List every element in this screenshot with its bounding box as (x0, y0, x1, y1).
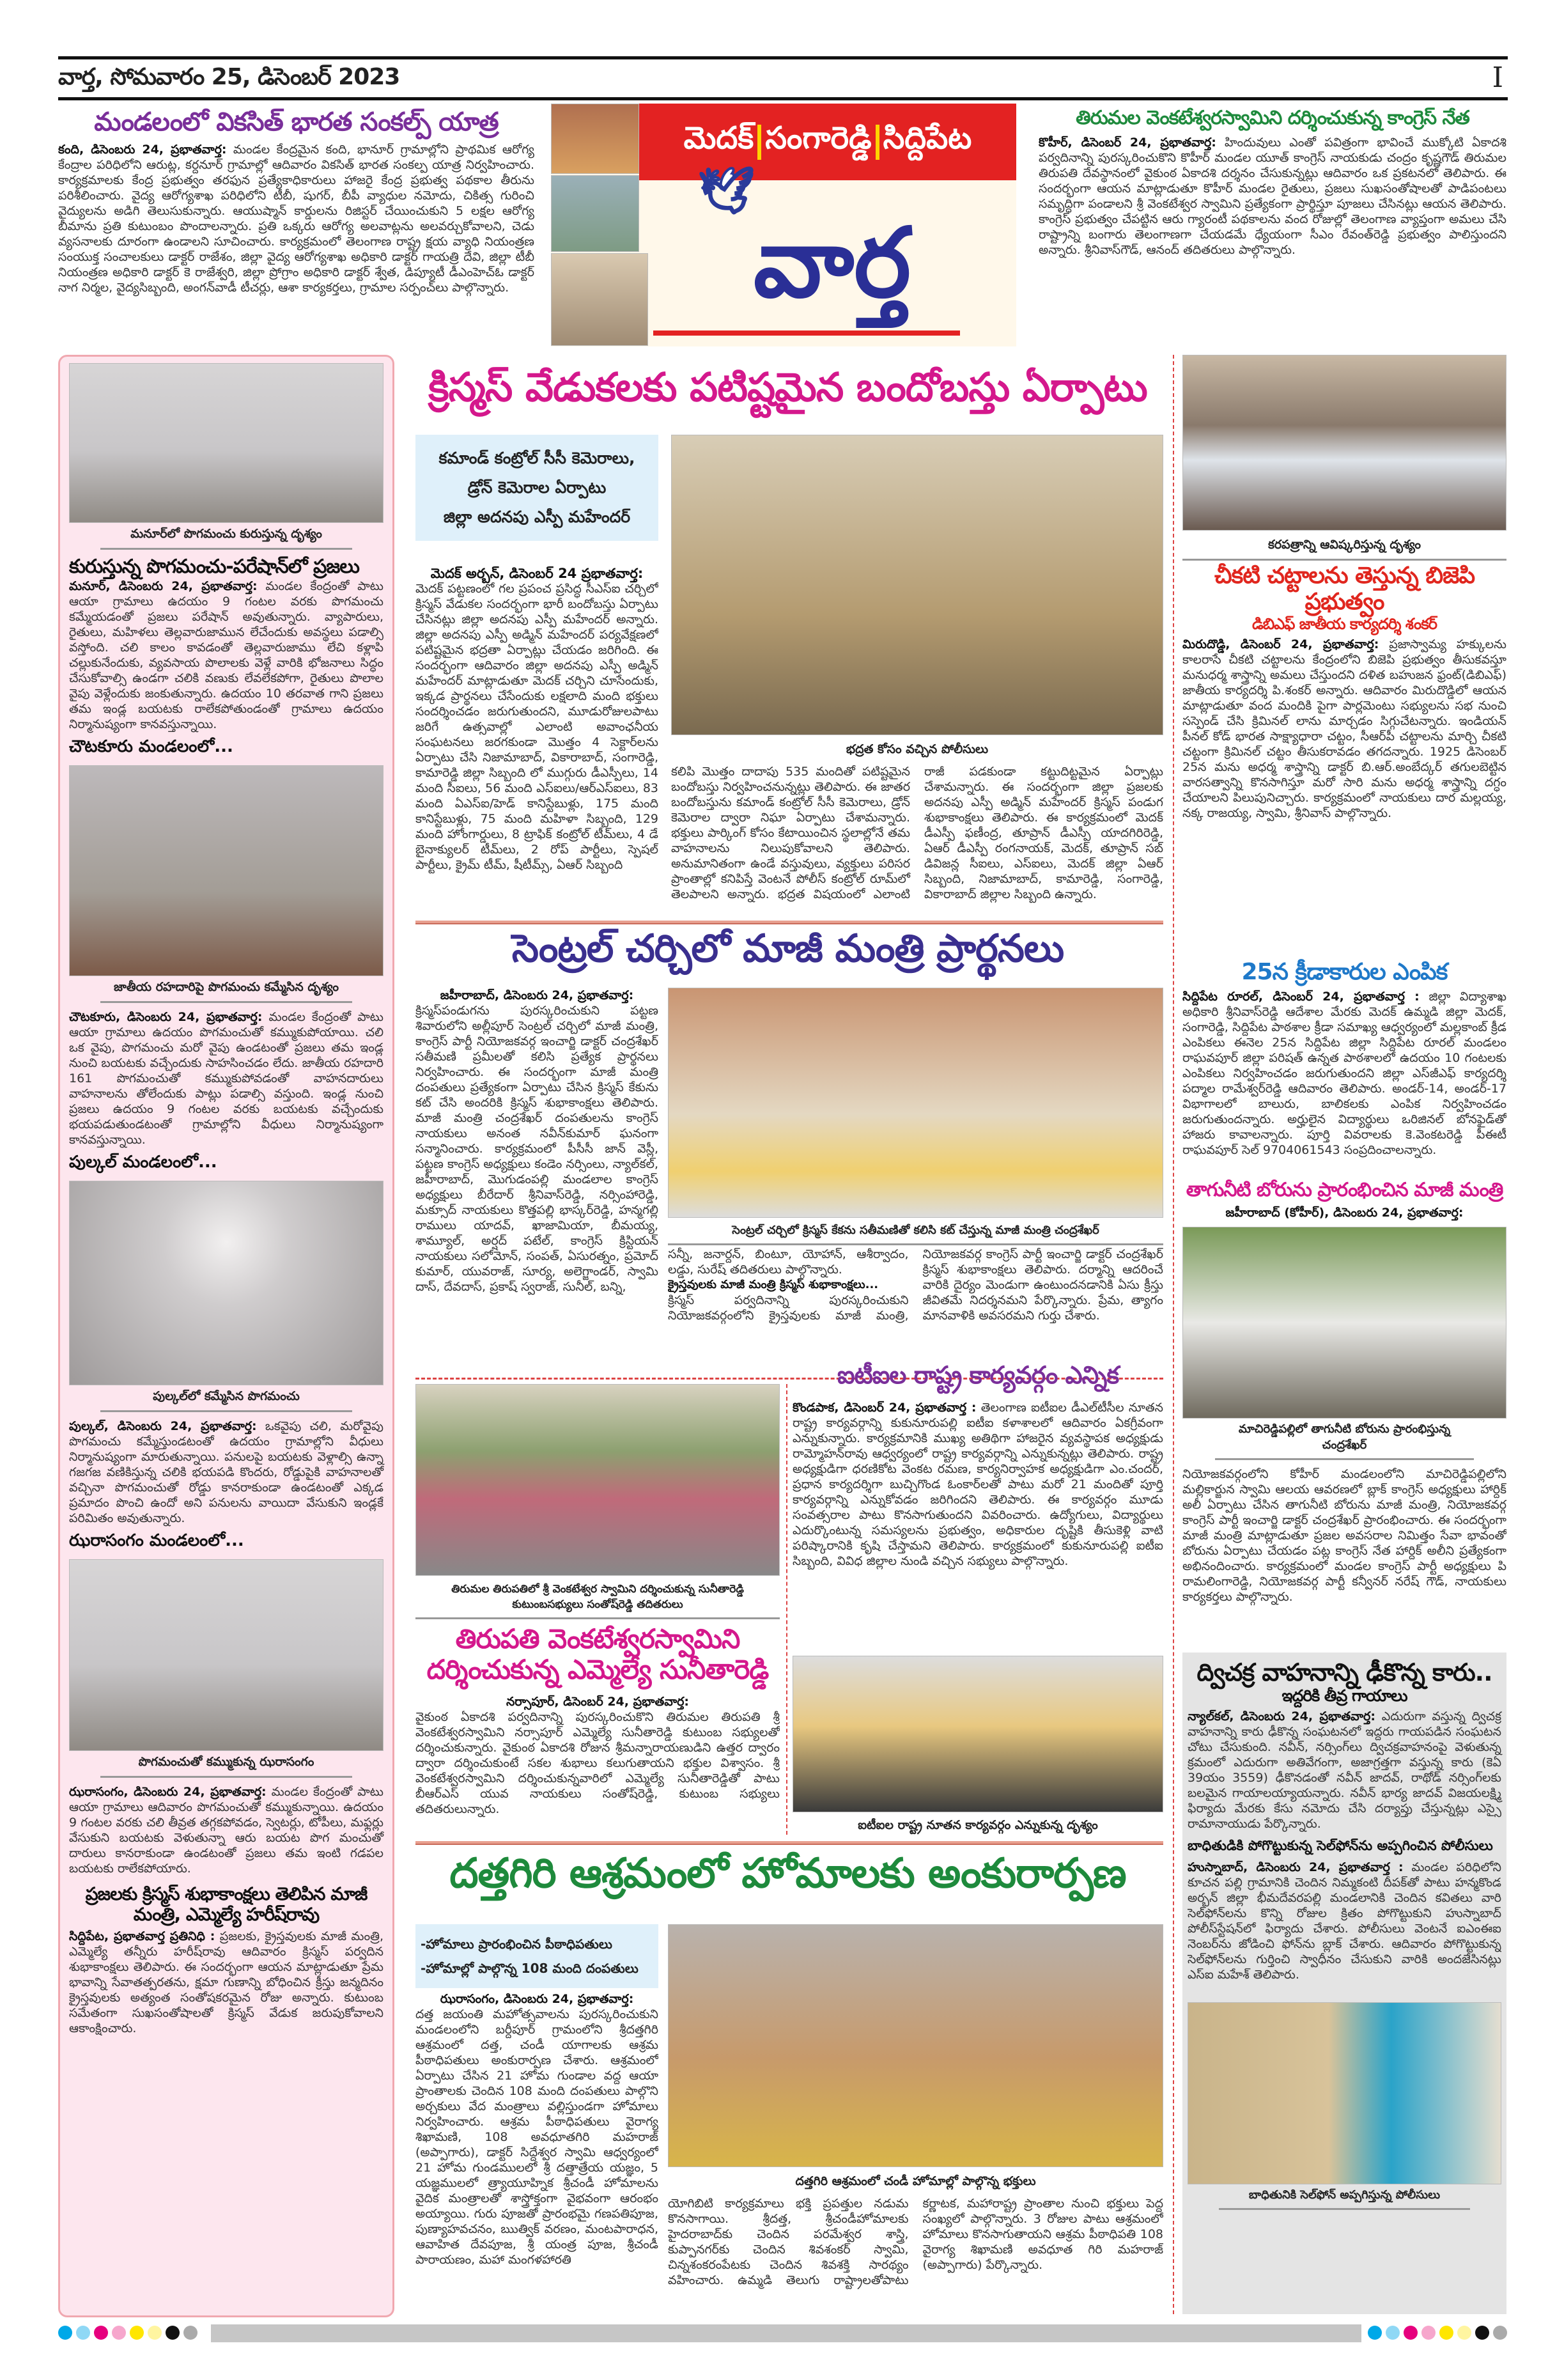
dateline: కొహీర్, డిసెంబర్ 24, ప్రభాతవార్త: (1039, 135, 1216, 150)
photo-caption: పొగమంచుతో కమ్ముకున్న ఝరాసంగం (100, 1751, 352, 1778)
homam-body-col2: యోగిబిటి కార్యక్రమాలు భక్తి ప్రపత్తుల నడుమ కొనసాగాయి. శ్రీదత్త, శ్రీచండీహోమాలకు హైదరాబాద్‌కు చెందిన పరమేశ్వర శాస్త్రి, కుప్పానగర్‌కు చెందిన శివశంకర్ స్వామి, చిన్నశంకరంపేటకు చెందిన శివశక్తి సారథ్యం వహించారు. ఉమ్మడి తెలుగు రాష్ట్రాలతోపాటు కర్ణాటక, మహారాష్ట్ర ప్రాంతాల నుంచి భక్తులు పెద్ద సంఖ్యలో పాల్గొన్నారు. 3 రోజుల పాటు ఆశ్రమంలో హోమాలు కొనసాగుతాయని ఆశ్రమ పీఠాధిపతి 108 వైరాగ్య శిఖామణి అవధూత గిరి మహరాజ్ (అప్పాగారు) పేర్కొన్నారు. (668, 2197, 1163, 2287)
police-photo (671, 435, 1163, 735)
fountain-photo (551, 175, 639, 252)
article-body (69, 1929, 383, 2036)
photo-caption: భద్రత కోసం వచ్చిన పోలీసులు (846, 742, 989, 756)
magenta-dot (94, 2326, 108, 2340)
dateline: కంది, డిసెంబరు 24, ప్రభాతవార్త: (58, 143, 227, 157)
subheading: పుల్కల్ మండలంలో... (69, 1152, 217, 1172)
security-body-col1 (415, 566, 658, 917)
light-yellow-dot (1457, 2326, 1471, 2340)
fog-feature-column (58, 355, 394, 2317)
body-text: క్రిస్మస్ పర్వదినాన్ని పురస్కరించుకుని నియోజకవర్గంలోని క్రైస్తవులకు మాజీ మంత్రి, నియోజకవర్గ కాంగ్రెస్ పార్టీ ఇంచార్జి డాక్టర్ చంద్రశేఖర్ క్రిస్మస్ శుభాకాంక్షలు తెలిపారు. దర్మాన్ని ఆదరించే వారికి దైర్యం మెండుగా ఉంటుందనడానికి ఏసు క్రీస్తు జీవితమే నిదర్శనమని పేర్కొన్నారు. ప్రేమ, త్యాగం మానవాళికి అవసరమని గుర్తు చేశారు. (668, 1247, 1163, 1323)
temple-photo (551, 104, 639, 174)
light-yellow-dot (148, 2326, 162, 2340)
dateline: మిరుదొడ్డి, డిసెంబర్ 24, ప్రభాతవార్త: (1182, 637, 1379, 652)
headline: ద్విచక్ర వాహనాన్ని ఢీకొన్న కారు.. (1196, 1658, 1492, 1686)
iti-photo (793, 1656, 1163, 1812)
dateline: జహీరాబాద్, డిసెంబరు 24, ప్రభాతవార్త: (440, 988, 634, 1002)
header-bottom-rule (58, 97, 1508, 100)
photo-caption: సెంట్రల్ చర్చిలో క్రిస్మస్ కేకను సతీమణితో కలిసి కట్ చేస్తున్న మాజీ మంత్రి చంద్రశేఖర్ (668, 1220, 1163, 1245)
header-top-rule (58, 56, 1508, 59)
church-photo (668, 988, 1163, 1218)
article-body (58, 142, 534, 295)
security-body-col2: కలిపి మొత్తం దాదాపు 535 మందితో పటిష్టమైన బందోబస్తు నిర్వహించనున్నట్లు తెలిపారు. ఈ జాతర బందోబస్తును కమాండ్ కంట్రోల్ సీసీ కెమెరాలు, డ్రోన్ కెమెరాల ద్వారా నిఘా ఏర్పాటు చేశామన్నారు. భక్తులు పార్కింగ్ కోసం కేటాయించిన స్థలాల్లోనే తమ వాహనాలను నిలుపుకోవాలని తెలిపారు. అనుమానితంగా ఉండే వస్తువులు, వ్యక్తులు పరిసర ప్రాంతాల్లో కనిపిస్తే వెంటనే పోలీస్ కంట్రోల్ రూమ్‌లో తెలపాలని అన్నారు. భద్రత విషయంలో ఎలాంటి రాజీ పడకుండా కట్టుదిట్టమైన ఏర్పాట్లు చేశామన్నారు. ఈ సందర్భంగా జిల్లా ప్రజలకు అదనపు ఎస్పీ అడ్మిన్ మహేందర్ క్రిస్మస్ పండుగ శుభాకాంక్షలు తెలిపారు. ఈ కార్యక్రమంలో మెదక్ డీఎస్పీ ఫణీంద్ర, తూప్రాన్ డీఎస్పీ యాదగిరిరెడ్డి, ఏఆర్ డీఎస్పీ రంగనాయక్, మెదక్, తూప్రాన్ సబ్ డివిజన్ల సీఐలు, ఎస్ఐలు, మెదక్ జిల్లా ఏఆర్ సిబ్బంది, నిజామాబాద్, కామారెడ్డి, సంగారెడ్డి, వికారాబాద్ జిల్లాల సిబ్బంది ఉన్నారు. (671, 765, 1163, 901)
yellow-dot (1439, 2326, 1453, 2340)
body-text: మెదక్ పట్టణంలో గల ప్రపంచ ప్రసిద్ధ సీఎస్ఐ చర్చిలో క్రిస్మస్ వేడుకల సందర్భంగా భారీ బందోబస్తు ఏర్పాటు చేసినట్లు జిల్లా అదనపు ఎస్పీ మహేందర్ అన్నారు. జిల్లా అదనపు ఎస్పీ అడ్మిన్ మహేందర్ పర్యవేక్షణలో పటిష్టమైన భద్రతా ఏర్పాట్లు చేయడం జరిగింది. ఈ సందర్భంగా ఆదివారం జిల్లా అదనపు ఎస్పీ అడ్మిన్ మహేందర్ మాట్లాడుతూ మెదక్ చర్చిని చూసేందుకు, ఇక్కడ ప్రార్థనలు చేసేందుకు లక్షలాది మంది భక్తులు సందర్శించడం జరుగుతుందని, మూడురోజులపాటు జరిగే ఉత్సవాల్లో ఎలాంటి అవాంఛనీయ సంఘటనలు జరగకుండా మొత్తం 4 సెక్టార్‌లను ఏర్పాటు చేసి నిజామాబాద్, వికారాబాద్, సంగారెడ్డి, కామారెడ్డి జిల్లా సిబ్బంది లో ముగ్గురు డీఎస్పీలు, 14 మంది సీఐలు, 56 మంది ఎస్ఐలు/ఆర్ఎస్ఐలు, 83 మంది ఏఎస్ఐ/హెడ్ కానిస్టేబుళ్లు, 175 మంది కానిస్టేబుళ్లు, 75 మంది మహిళా సిబ్బంది, 129 మంది హోంగార్డులు, 8 ట్రాఫిక్ కంట్రోల్ టీమ్‌లు, 4 డే బైనాక్యులర్ టీమ్‌లు, 2 రోప్ పార్టీలు, స్పెషల్ పార్టీలు, క్రైమ్ టీమ్, షీటీమ్స్, ఏఆర్ సిబ్బంది (415, 582, 658, 872)
subheading: చౌటకూరు మండలంలో... (69, 736, 233, 756)
article-sports (1182, 959, 1506, 1176)
article-body (1188, 1709, 1501, 1832)
homam-body-col1 (415, 1991, 658, 2314)
phone-handover-photo (1188, 2002, 1501, 2184)
page-header (58, 64, 399, 96)
church-body-col1 (415, 988, 658, 1371)
divider (757, 125, 761, 160)
body-text: సన్నీ, జనార్దన్, బింటూ, యోహాన్, ఆశీర్వాదం, లడ్డు, సురేష్ తదితరులు పాల్గొన్నారు. (668, 1247, 909, 1277)
page-number: I (1492, 61, 1503, 94)
divider (876, 125, 879, 160)
district-band (639, 104, 1016, 180)
photo-caption: ఐటీఐల రాష్ట్ర నూతన కార్యవర్గం ఎన్నుకున్న దృశ్యం (858, 1818, 1098, 1832)
body-text: తెలంగాణ ఐటీఐల డీఎల్‌టీసీల నూతన రాష్ట్ర కార్యవర్గాన్ని కుకునూరుపల్లి ఐటీఐ కళాశాలలో ఆదివారం ఏకగ్రీవంగా ఎన్నుకున్నారు. కార్యక్రమానికి ముఖ్య అతిథిగా హాజరైన వ్యవస్థాపక అధ్యక్షుడు రామ్మోహన్‌రావు ఆధ్వర్యంలో రాష్ట్ర కార్యవర్గాన్ని ఎన్నుకున్నట్లు తెలిపారు. రాష్ట్ర అధ్యక్షుడిగా ధరణికోట వెంకట రమణ, కార్యనిర్వాహక అధ్యక్షుడిగా ఎం.చందర్, ప్రధాన కార్యదర్శిగా బుచ్చిగొండ ఓంకార్‌లతో పాటు మరో 21 మందితో పూర్తి కార్యవర్గాన్ని ఎన్నుకోవడం జరిగిందని తెలిపారు. ఈ కార్యవర్గం మూడు సంవత్సరాల పాటు కొనసాగుతుందని వివరించారు. ఉద్యోగులు, విద్యార్థులు ఎదుర్కొంటున్న సమస్యలను ప్రభుత్వం, అధికారుల దృష్టికి తీసుకెళ్లి వాటి పరిష్కారానికి కృషి చేస్తామని తెలిపారు. కార్యక్రమంలో కుకునూరుపల్లి ఐటీఐ సిబ్బంది, వివిధ జిల్లాల నుండి వచ్చిన సభ్యులు పాల్గొన్నారు. (793, 1401, 1163, 1568)
dateline: జహీరాబాద్ (కోహీర్), డిసెంబరు 24, ప్రభాతవార్త: (1225, 1205, 1464, 1220)
dateline: పుల్కల్, డిసెంబరు 24, ప్రభాతవార్త: (69, 1419, 257, 1433)
gray-registration-bar (211, 2324, 1361, 2342)
headline-security: క్రిస్మస్ వేడుకలకు పటిష్టమైన బందోబస్తు ఏర్పాటు (428, 364, 1147, 410)
dateline: ఝరాసంగం, డిసెంబరు 24, ప్రభాతవార్త: (440, 1992, 634, 2006)
article-sankalp-yatra (58, 107, 534, 295)
subheading: క్రైస్తవులకు మాజీ మంత్రి క్రిస్మస్ శుభాకాంక్షలు... (668, 1278, 879, 1291)
subheadline: ఇద్దరికి తీవ్ర గాయాలు (1281, 1686, 1407, 1705)
vaartha-logo: వార్త (753, 208, 911, 319)
cyan-dot (58, 2326, 72, 2340)
iti-body (793, 1400, 1163, 1649)
photo-caption: మాచిరెడ్డిపల్లిలో తాగునీటి బోరును ప్రారంభిస్తున్న చంద్రశేఖర్ (1215, 1419, 1475, 1460)
column-divider (786, 1384, 787, 1835)
article-body (69, 579, 383, 732)
district-masthead (551, 104, 1016, 346)
dove-icon: 🕊 (698, 164, 755, 217)
dateline: నర్సాపూర్, డిసెంబర్ 24, ప్రభాతవార్త: (506, 1695, 690, 1709)
photo-caption: బాధితునికి సెల్‌ఫోన్ అప్పగిస్తున్న పోలీసులు (1219, 2184, 1470, 2210)
borewell-photo (1182, 1227, 1506, 1419)
headline: బాధితుడికి పోగొట్టుకున్న సెల్‌ఫోన్‌ను అప్పగించిన పోలీసులు (1188, 1838, 1493, 1854)
body-text: ప్రజాస్వామ్య హక్కులను కాలరాసే చీకటి చట్టాలను కేంద్రంలోని బిజెపి ప్రభుత్వం తీసుకవస్తూ మనుధర్మ శాస్త్రాన్ని అమలు చేస్తుందని దళిత బహుజన ఫ్రంట్(డిబిఎఫ్) జాతీయ కార్యదర్శి పి.శంకర్ అన్నారు. ఆదివారం మిరుదొడ్డిలో ఆయన మాట్లాడుతూ వంద మందికి పైగా పార్లమెంటు సభ్యులను సభ నుంచి సస్పెండ్ చేసి క్రిమినల్ లాను మార్చడం సిగ్గుచేటన్నారు. ఇండియన్ పీనల్ కోడ్ భారత సాక్ష్యాధారా చట్టం, సీఆర్‌పీ చట్టాలను మార్చి చీకటి చట్టంగా క్రిమినల్ చట్టం తీసుకరావడం తగదన్నారు. 1925 డిసెంబర్ 25న మను అధర్మ శాస్త్రాన్ని డాక్టర్ బి.ఆర్.అంబేద్కర్ తగులబెట్టిన వారసత్వాన్ని కొనసాగిస్తూ మరో సారి మను అధర్మ శాస్త్రాన్ని దగ్ధం చేయాలని పిలుపునిచ్చారు. కార్యక్రమంలో నాయకులు దార మల్లయ్య, నక్క రాజయ్య, స్వామి, శ్రీనివాస్ పాల్గొన్నారు. (1182, 637, 1506, 821)
yellow-dot (130, 2326, 144, 2340)
article-borewell (1182, 1179, 1506, 1652)
body-text: మండల పరిధిలోని కూచన పల్లి గ్రామానికి చెందిన నిమ్మకంటి దీపక్‌తో పాటు హన్మకొండ అర్బన్ జిల్లా భీమదేవరపల్లి మండలానికి చెందిన కవితలు వారి సెల్‌ఫోన్‌లను కొన్ని రోజుల క్రితం పోగొట్టుకుని హుస్నాబాద్ పోలీస్‌స్టేషన్‌లో ఫిర్యాదు చేశారు. పోలీసులు వెంటనే ఐఎంఈఐ నెంబర్‌ను జోడించి ఫోన్‌ను బ్లాక్ చేశారు. ఆదివారం పోగొట్టుకున్న సెల్‌ఫోన్‌లను గుర్తించి స్వాధీనం చేసుకుని వారికి అందజేసినట్లు ఎస్ఐ మహేశ్ తెలిపారు. (1188, 1860, 1501, 1982)
pamphlet-photo (1182, 355, 1506, 531)
tirupati-body (415, 1694, 780, 1832)
issue-date: సోమవారం 25, డిసెంబర్ 2023 (110, 64, 400, 90)
body-text: మండల కేంద్రంతో పాటు ఆయా గ్రామాలు ఆదివారం పొగమంచుతో కమ్ముకున్నాయి. ఉదయం 9 గంటల వరకు చలి తీవ్రత తగ్గకపోవడం, స్వెటర్లు, టోపీలు, మఫ్లర్లు వేసుకుని బయటకు వెళుతున్నా ఆరు బయట పొగ మంచుతో దారులు కానరాకుండా ఉండటంతో ప్రజలు తమ ఇంటి గడపల బయటకు రాలేకపోయారు. (69, 1784, 383, 1876)
section-divider (415, 921, 1163, 924)
tirupati-photo (415, 1384, 780, 1576)
district-siddipet: సిద్దిపేట (883, 120, 972, 156)
photo-caption: కరపత్రాన్ని ఆవిష్కరిస్తున్న దృశ్యం (1182, 534, 1506, 561)
headline: మండలంలో వికసిత్ భారత సంకల్ప్ యాత్ర (94, 107, 499, 137)
highlight-line: కమాండ్ కంట్రోల్ సీసీ కెమెరాలు, (438, 449, 635, 467)
black-dot (166, 2326, 180, 2340)
gray-news-box (1182, 1653, 1506, 2314)
light-cyan-dot (76, 2326, 90, 2340)
article-body (1182, 637, 1506, 821)
black-dot (1475, 2326, 1489, 2340)
dateline: ఝరాసంగం, డిసెంబరు 24, ప్రభాతవార్త: (69, 1784, 267, 1799)
dateline: హుస్నాబాద్, డిసెంబరు 24, ప్రభాతవార్త : (1188, 1860, 1404, 1875)
article-body (69, 1419, 383, 1526)
section-divider (415, 1841, 1163, 1845)
homam-highlight-box (415, 1924, 658, 1988)
article-dbf (1182, 563, 1506, 821)
fog-photo-jharasangam (69, 1559, 383, 1751)
headline: చీకటి చట్టాలను తెస్తున్న బిజెపి ప్రభుత్వం (1214, 563, 1475, 616)
body-text: జిల్లా విద్యాశాఖ అధికారి శ్రీనివాస్‌రెడ్డి ఆదేశాల మేరకు మెదక్ ఉమ్మడి జిల్లా మెదక్, సంగారెడ్డి, సిద్దిపేట పాఠశాల క్రీడా సమాఖ్య ఆధ్వర్యంలో మల్లకాంబ్ క్రీడ ఎంపికలు ఈనెల 25న సిద్దిపేట జిల్లా సిద్దిపేట రూరల్ మండలం రాఘవపూర్ జిల్లా పరిషత్ ఉన్నత పాఠశాలలో ఉదయం 10 గంటలకు ఎంపికలు నిర్వహించడం జరుగుతుందని జిల్లా ఎస్‌జీఎఫ్ కార్యదర్శి పద్మాల రామేశ్వర్‌రెడ్డి ఆదివారం తెలిపారు. అండర్-14, అండర్-17 విభాగాలలో బాలురు, బాలికలకు ఎంపిక నిర్వహించడం జరుగుతుందన్నారు. అర్హులైన విద్యార్థులు ఒరిజినల్ బోనఫైడ్‌తో హాజరు కావాలన్నారు. పూర్తి వివరాలకు కె.వెంకటరెడ్డి పీఈటీ రాఘవపూర్ సెల్ 9704061543 సంప్రదించాలన్నారు. (1182, 990, 1506, 1158)
highlight-line: డ్రోన్ కెమెరాల ఏర్పాటు (467, 478, 607, 497)
body-text: వైకుంఠ ఏకాదశి పర్వదినాన్ని పురస్కరించుకొని తిరుమల తిరుపతి శ్రీ వెంకటేశ్వరస్వామిని నర్సాపూర్ ఎమ్మెల్యే సునీతారెడ్డి కుటుంబ సభ్యులతో దర్శించుకున్నారు. వైకుంఠ ఏకాదశి రోజున శ్రీమన్నారాయణుడిని ఉత్తర ద్వారం ద్వారా దర్శించుకుంటే సకల శుభాలు కలుగుతాయని భక్తుల విశ్వాసం. శ్రీ వెంకటేశ్వరస్వామిని దర్శించుకున్నవారిలో ఎమ్మెల్యే సునీతారెడ్డితో పాటు బీఆర్‌ఎస్ యువ నాయకులు సంతోష్‌రెడ్డి, కుటుంబ సభ్యులు తదితరులున్నారు. (415, 1710, 780, 1816)
cathedral-photo (551, 253, 648, 346)
dateline: న్యాల్‌కల్, డిసెంబరు 24, ప్రభాతవార్త: (1188, 1709, 1375, 1724)
body-text: మండల కేంద్రంతో పాటు ఆయా గ్రామాలు ఉదయం 9 గంటల వరకు పొగమంచు కమ్మేయడంతో ప్రజలు పరేషాన్ అవుతున్నారు. వ్యాపారులు, రైతులు, మహిళలు తెల్లవారుజామున లేచేందుకు అవస్థలు పడాల్సి వస్తోంది. చలి కాలం కావడంతో తెల్లవారుజాము లేచి కళ్లాపి చల్లుకునేందుకు, వ్యవసాయ పొలాలకు వెళ్లే వారికి భోజనాలు సిద్ధం చేసుకోవాల్సి ఉండగా చలికి వణుకు లేవలేకపోగా, రైతులు పొలాల వైపు వెళ్లేందుకు జంకుతున్నారు. ఉదయం 10 తరవాత గాని ప్రజలు తమ ఇండ్ల బయటకు రాలేకపోతుండంతో గ్రామాలు ఉదయం నిర్మానుష్యంగా కానవస్తున్నాయి. (69, 579, 383, 731)
logo-underline (653, 331, 960, 336)
subheadline: డిబిఎఫ్ జాతీయ కార్యదర్శి శంకర్ (1252, 614, 1437, 633)
paper-name: వార్త, (58, 64, 103, 90)
body-text: క్రిస్మస్‌పండుగను పురస్కరించుకుని పట్టణ శివారులోని అల్లీపూర్ సెంట్రల్ చర్చిలో మాజీ మంత్రి, కాంగ్రెస్ పార్టీ నియోజకవర్గ ఇంచార్జి డాక్టర్ చంద్రశేఖర్ సతీమణి ప్రమీలతో కలిసి ప్రత్యేక ప్రార్థనలు నిర్వహించారు. ఈ సందర్భంగా మాజీ మంత్రి దంపతులు ప్రత్యేకంగా ఏర్పాటు చేసిన క్రిస్మస్ కేకును కట్ చేసి అందరికి క్రిస్మస్ శుభాకాంక్షలు తెలిపారు. మాజీ మంత్రి చంద్రశేఖర్ దంపతులను కాంగ్రెస్ నాయకులు అనంత నవీన్‌కుమార్ ఘనంగా సన్మానించారు. కార్యక్రమంలో పీసీసీ జాన్ వెస్లీ, పట్టణ కాంగ్రెస్ అధ్యక్షులు కండెం నర్సింలు, న్యాల్‌కల్, జహీరాబాద్, మొగుడంపల్లి మండలాల కాంగ్రెస్ అధ్యక్షులు బీరేదార్ శ్రీనివాస్‌రెడ్డి, నర్సింహారెడ్డి, మక్సూద్ నాయకులు కొత్తపల్లి భాస్కర్‌రెడ్డి, హన్మగల్లి రాములు యాదవ్, ఖాజామియా, బీమయ్య, శామ్యూల్, అర్షద్ పటేల్, కాంగ్రెస్ క్రిస్టియన్ నాయకులు సలోమోన్, సంపత్, ఏసురత్నం, ప్రమోద్ కుమార్, యువరాజ్, సూర్య, అలెగ్జాండర్, స్వామి దాస్, దేవదాస్, ప్రకాష్ స్వరాజ్, సునీల్, బన్ని, (415, 1004, 658, 1294)
article-body (1039, 135, 1506, 258)
dateline: సిద్దిపేట రూరల్, డిసెంబర్ 24, ప్రభాతవార్త : (1182, 990, 1420, 1004)
photo-caption: తిరుమల తిరుపతిలో శ్రీ వెంకటేశ్వర స్వామిని దర్శించుకున్న సునీతారెడ్డి కుటుంబసభ్యులు సంతోష్‌రెడ్డి తదితరులు (415, 1579, 780, 1619)
article-body (1182, 989, 1506, 1158)
magenta-dot (1404, 2326, 1418, 2340)
headline-homam: దత్తగిరి ఆశ్రమంలో హోమాలకు అంకురార్పణ (449, 1850, 1126, 1897)
photo-caption: జాతీయ రహదారిపై పొగమంచు కమ్మేసిన దృశ్యం (100, 976, 352, 1003)
body-text: ఒకవైపు చలి, మరోవైపు పొగమంచు కమ్మేస్తుండటంతో ఉదయం గ్రామాల్లోని వీధులు నిర్మానుష్యంగా మారుతున్నాయి. పనులపై బయటకు వెళ్లాల్సి ఉన్నా గజగజ వణికిస్తున్న చలికి భయపడి కొందరు, రోడ్డుపైకి వాహనాలతో వచ్చినా పొగమంచుతో రోడ్డు కానరాకుండా ఉండటంతో ఎక్కడ ప్రమాదం పొంచి ఉందో అని పనులను వాయిదా వేసుకుని ఇండ్లకే పరిమితం అవుతున్నారు. (69, 1419, 383, 1525)
article-tirumala-congress (1039, 107, 1506, 258)
color-registration-dots-left (58, 2326, 197, 2340)
body-text: ఎదురుగా వస్తున్న ద్విచక్ర వాహనాన్ని కారు ఢీకొన్న సంఘటనలో ఇద్దరు గాయపడిన సంఘటన చోటు చేసుకుంది. నవీన్, నర్సింగ్‌లు ద్విచక్రవాహనంపై వెళుతున్న క్రమంలో ఎదురుగా అతివేగంగా, అజాగ్రత్తగా వస్తున్న కారు (కెఏ 39యం 3559) ఢీకొనడంతో నవీన్ జాదవ్, రాథోడ్ నర్సింగ్‌లకు బలమైన గాయాలయ్యాయన్నారు. నవీన్ భార్య జాదవ్ విజయలక్ష్మి ఫిర్యాదు మేరకు కేసు నమోదు చేసి దర్యాప్తు చేస్తున్నట్లు ఎస్సై రామానాయుడు పేర్కొన్నారు. (1188, 1709, 1501, 1832)
security-highlight-box (415, 435, 658, 541)
highlight-line: -హోమాలు ప్రారంభించిన పీఠాధిపతులు (421, 1936, 612, 1952)
dateline: సిద్దిపేట, ప్రభాతవార్త ప్రతినిధి : (69, 1929, 215, 1943)
headline-iti: ఐటీఐల రాష్ట్ర కార్యవర్గం ఎన్నిక (837, 1361, 1119, 1389)
column-divider (1173, 355, 1174, 2314)
fog-photo-manoor (69, 363, 383, 523)
headline: కురుస్తున్న పొగమంచు-పరేషాన్‌లో ప్రజలు (69, 556, 359, 578)
gray-dot (1493, 2326, 1507, 2340)
district-sangareddy: సంగారెడ్డి (765, 120, 872, 156)
color-registration-dots-right (1368, 2326, 1507, 2340)
light-magenta-dot (1421, 2326, 1436, 2340)
body-text: మండల కేంద్రంతో పాటు ఆయా గ్రామాలు ఉదయం పొగమంచుతో కమ్ముకుపోయాయి. చలి ఒక వైపు, పొగమంచు మరో వైపు ఉండటంతో ప్రజలు తమ ఇండ్ల నుంచి బయటకు వచ్చేందుకు సాహసించడం లేదు. జాతీయ రహదారి 161 పొగమంచుతో కమ్ముకుపోవడంతో వాహనదారులు వాహనాలను తోలేందుకు పాట్లు పడాల్సి వస్తుంది. ఇండ్ల నుంచి ప్రజలు ఉదయం 9 గంటల వరకు బయటకు వచ్చేందుకు భయపడుతుండటంతో గ్రామాల్లోని వీధులు నిర్మానుష్యంగా కానవస్తున్నాయి. (69, 1009, 383, 1147)
cyan-dot (1368, 2326, 1382, 2340)
article-body (1188, 1860, 1501, 1997)
fog-photo-pulkal (69, 1181, 383, 1385)
highlight-line: -హోమాల్లో పాల్గొన్న 108 మంది దంపతులు (421, 1961, 639, 1976)
headline: 25న క్రీడాకారుల ఎంపిక (1241, 959, 1448, 985)
photo-caption: దత్తగిరి ఆశ్రమంలో చండీ హోమాల్లో పాల్గొన్న భక్తులు (795, 2174, 1036, 2188)
dateline: మెదక్ అర్బన్, డిసెంబర్ 24 ప్రభాతవార్త: (430, 566, 644, 581)
body-text: మండల కేంద్రమైన కంది, భానూర్ గ్రామాల్లోని ప్రాథమిక ఆరోగ్య కేంద్రాల పరిధిలోని ఆరుట్ల, కర్దనూర్ గ్రామాల్లో ఆదివారం వికసిత్ భారత సంకల్ప యాత్ర నిర్వహించారు. కార్యక్రమాలకు కేంద్ర ప్రభుత్వం తరఫున ప్రత్యేకాధికారులు హాజరై కేంద్ర ప్రభుత్వ పథకాల తీరును పరిశీలించారు. వైద్య ఆరోగ్యశాఖ పరిధిలోని టీబీ, షుగర్, బీపీ వ్యాధుల నమోదు, చికిత్స గురించి వైద్యులను అడిగి తెలుసుకున్నారు. ఆయుష్మాన్ కార్డులను రిజిస్టర్ చేయించుకుని 5 లక్షల ఆరోగ్య బీమాను ప్రతి కుటుంబం పొందాలన్నారు. ప్రతి ఒక్కరు ఆరోగ్య అలవాట్లను అలవర్చుకోవాలని, చెడు వ్యసనాలకు దూరంగా ఉండాలని సూచించారు. కార్యక్రమంలో తెలంగాణ రాష్ట్ర క్షయ వ్యాధి నియంత్రణ సంయుక్త సంచాలకులు డాక్టర్ రాజేశం, జిల్లా వైద్య ఆరోగ్యశాఖ అధికారి డాక్టర్ గాయత్రి దేవి, జిల్లా టీబీ నియంత్రణ అధికారి డాక్టర్ కె రాజేశ్వరి, జిల్లా ప్రోగ్రాం అధికారి డాక్టర్ శ్వేత, డిప్యూటీ డీఎంహెచ్ఓ డాక్టర్ నాగ నిర్మల, వైద్యసిబ్బంది, అంగన్‌వాడీ టీచర్లు, ఆశా కార్యకర్తలు, గ్రామాల సర్పంచ్‌లు పాల్గొన్నారు. (58, 143, 534, 295)
fog-photo-highway (69, 765, 383, 976)
light-magenta-dot (112, 2326, 126, 2340)
light-cyan-dot (1386, 2326, 1400, 2340)
headline-church: సెంట్రల్ చర్చిలో మాజీ మంత్రి ప్రార్థనలు (511, 926, 1064, 971)
homam-photo (668, 1924, 1163, 2167)
article-body (69, 1784, 383, 1876)
headline: తిరుమల వెంకటేశ్వరస్వామిని దర్శించుకున్న కాంగ్రెస్ నేత (1076, 107, 1469, 129)
photo-caption: మనూర్‌లో పొగమంచు కురుస్తున్న దృశ్యం (100, 523, 352, 550)
article-body (69, 1009, 383, 1147)
photo-caption: పుల్కల్‌లో కమ్మేసిన పొగమంచు (100, 1385, 352, 1412)
headline: ప్రజలకు క్రిస్మస్ శుభాకాంక్షలు తెలిపిన మాజీ మంత్రి, ఎమ్మెల్యే హరీష్‌రావు (85, 1883, 368, 1925)
dateline: చౌటకూరు, డిసెంబరు 24, ప్రభాతవార్త: (69, 1009, 263, 1024)
dateline: మనూర్, డిసెంబరు 24, ప్రభాతవార్త: (69, 579, 258, 593)
body-text: నియోజకవర్గంలోని కోహీర్ మండలంలోని మాచిరెడ్డిపల్లిలోని మల్లికార్జున స్వామి ఆలయ ఆవరణలో బ్లాక్ కాంగ్రెస్ అధ్యక్షులు హార్దిక్ అలీ ఏర్పాటు చేసిన తాగునీటి బోరును మాజీ మంత్రి, నియోజకవర్గ కాంగ్రెస్ పార్టీ ఇంచార్జి డాక్టర్ చంద్రశేఖర్ ప్రారంభించారు. ఈ సందర్భంగా మాజీ మంత్రి మాట్లాడుతూ ప్రజల అవసరాల నిమిత్తం సేవా భావంతో బోరును ఏర్పాటు చేయడం పట్ల కాంగ్రెస్ నేత హార్దిక్ అలీని ప్రత్యేకంగా అభినందించారు. కార్యక్రమంలో మండల కాంగ్రెస్ పార్టీ అధ్యక్షులు పి రామలింగారెడ్డి, నియోజకవర్గ పార్టీ కన్వీనర్ నరేష్ గౌడ్, నాయకులు కార్యకర్తలు పాల్గొన్నారు. (1182, 1466, 1506, 1604)
church-body-col2 (668, 1247, 1163, 1374)
body-text: హిందువులు ఎంతో పవిత్రంగా భావించే ముక్కోటి ఏకాదశి పర్వదినాన్ని పురస్కరించుకొని కొహీర్ మండల యూత్ కాంగ్రెస్ నాయకుడు చంద్రం కృష్ణగౌడ్ తిరుమల తిరుపతి దేవస్థానంలో వైకుంఠ ఏకాదశి దర్శనం చేసుకున్నట్లు ఆదివారం ఒక ప్రకటనలో తెలిపారు. ఈ సందర్భంగా ఆయన మాట్లాడుతూ కొహీర్ మండల రైతులు, ప్రజలు సుఖసంతోషాలతో పాడిపంటలు సమృద్ధిగా పండాలని శ్రీ వెంకటేశ్వర స్వామిని ప్రత్యేకంగా ప్రార్థిస్తూ పూజలు చేసినట్లు ఆయన తెలిపారు. కాంగ్రెస్ ప్రభుత్వం చేపట్టిన ఆరు గ్యారంటీ పథకాలను వంద రోజుల్లో తెలంగాణ వ్యాప్తంగా అమలు చేసి రాష్ట్రాన్ని బంగారు తెలంగాణగా చేయడమే ధ్యేయంగా సీఎం రేవంత్‌రెడ్డి ప్రభుత్వం పాలిస్తుందని అన్నారు. శ్రీనివాస్‌గౌడ్, ఆనంద్ తదితరులు పాల్గొన్నారు. (1039, 135, 1506, 257)
headline-tirupati: తిరుపతి వెంకటేశ్వరస్వామిని దర్శించుకున్న ఎమ్మెల్యే సునీతారెడ్డి (426, 1623, 769, 1686)
body-text: ప్రజలకు, క్రైస్తవులకు మాజీ మంత్రి, ఎమ్మెల్యే తన్నీరు హరీష్‌రావు ఆదివారం క్రిస్మస్ పర్వదిన శుభాకాంక్షలు తెలిపారు. ఈ సందర్భంగా ఆయన మాట్లాడుతూ ప్రేమ భావాన్ని సేవాతత్పరతను, క్షమా గుణాన్ని బోధించిన క్రీస్తు జన్మదినం క్రైస్తవులకు అత్యంత సంతోషకరమైన రోజు అన్నారు. కుటుంబ సమేతంగా సుఖసంతోషాలతో క్రిస్మస్ వేడుక జరుపుకోవాలని ఆకాంక్షించారు. (69, 1929, 383, 2035)
highlight-line: జిల్లా అదనపు ఎస్పీ మహేందర్ (443, 508, 631, 526)
headline: తాగునీటి బోరును ప్రారంభించిన మాజీ మంత్రి (1186, 1179, 1503, 1201)
subheading: ఝరాసంగం మండలంలో... (69, 1530, 244, 1550)
district-medak: మెదక్ (683, 120, 754, 156)
gray-dot (183, 2326, 197, 2340)
dateline: కొండపాక, డిసెంబర్ 24, ప్రభాతవార్త : (793, 1401, 977, 1415)
body-text: దత్త జయంతి మహోత్సవాలను పురస్కరించుకుని మండలంలోని బర్దీపూర్ గ్రామంలోని శ్రీదత్తగిరి ఆశ్రమంలో దత్త, చండీ యాగాలకు ఆశ్రమ పీఠాధిపతులు అంకురార్పణ చేశారు. ఆశ్రమంలో ఏర్పాటు చేసిన 21 హోమ గుండాల వద్ద ఆయా ప్రాంతాలకు చెందిన 108 మంది దంపతులు పాల్గొని అర్చకులు వేద మంత్రాలు వల్లిస్తుండగా హోమాలు నిర్వహించారు. ఆశ్రమ పీఠాధిపతులు వైరాగ్య శిఖామణి, 108 అవధూతగిరి మహరాజ్ (అప్పాగారు), డాక్టర్ సిద్దేశ్వర స్వామి ఆధ్వర్యంలో 21 హోమ గుండములలో శ్రీ దత్తాత్రేయ యజ్ఞం, 5 యజ్ఞములలో త్ర్యాయూహ్నిక శ్రీచండీ హోమాలను వైదిక మంత్రాలతో శాస్త్రోక్తంగా వైభవంగా ఆరంభం అయ్యాయి. గురు పూజతో ప్రారంభమై గణపతిపూజ, పుణ్యాహవచనం, ఋత్విక్ వరణం, మంటపారాధన, ఆవాహిత దేవపూజ, శ్రీ యంత్ర పూజ, శ్రీచండీ పారాయణం, మహా మంగళహారతి (415, 2007, 658, 2267)
